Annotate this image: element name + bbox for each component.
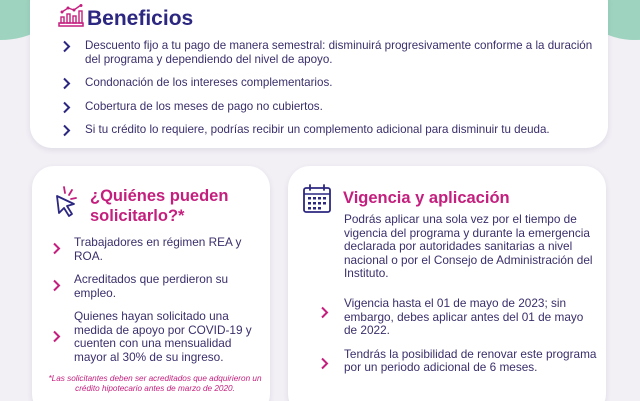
benefits-title: Beneficios — [87, 7, 194, 30]
benefits-list — [60, 39, 605, 147]
list-item — [60, 76, 605, 90]
chevron-right-icon — [320, 357, 329, 370]
chevron-right-icon — [62, 101, 71, 114]
validity-paragraph: Podrás aplicar una sola vez por el tiempo de vigencia del programa y durante la emergencia declarada por autoridades sanitarias a nivel nacional o por el Consejo de Administración del Instituto. — [344, 212, 593, 280]
list-item — [318, 348, 598, 375]
list-item — [60, 39, 605, 66]
list-item-text: Acreditados que perdieron su empleo. — [74, 272, 229, 300]
list-item-text: Quienes hayan solicitado una medida de apoyo por COVID-19 y cuenten con una mensualidad mayor al 30% de su ingreso. — [74, 309, 252, 364]
chevron-right-icon — [62, 40, 71, 53]
list-item — [52, 236, 262, 263]
eligibility-footnote: *Las solicitantes deben ser acreditados que adquirieron un crédito hipotecario antes de marzo de 2020. — [48, 374, 262, 393]
chevron-right-icon — [52, 242, 61, 255]
validity-list — [318, 297, 598, 385]
chevron-right-icon — [52, 279, 61, 292]
list-item-text: Trabajadores en régimen REA y ROA. — [74, 235, 242, 263]
list-item — [52, 273, 262, 300]
chevron-right-icon — [62, 77, 71, 90]
validity-title: Vigencia y aplicación — [343, 189, 510, 207]
list-item-text: Descuento fijo a tu pago de manera semestral: disminuirá progresivamente conforme a la duración del programa y dependiendo del nivel de apoyo. — [85, 39, 593, 66]
growth-chart-icon — [58, 4, 84, 28]
list-item — [318, 297, 598, 338]
chevron-right-icon — [52, 330, 61, 343]
list-item-text: Cobertura de los meses de pago no cubiertos. — [85, 99, 323, 113]
list-item — [60, 100, 605, 114]
list-item-text: Vigencia hasta el 01 de mayo de 2023; sin embargo, debes aplicar antes del 01 de mayo de 2022. — [344, 296, 584, 337]
chevron-right-icon — [62, 124, 71, 137]
eligibility-list — [52, 236, 262, 374]
list-item — [60, 123, 605, 137]
calendar-icon — [302, 184, 332, 214]
list-item-text: Si tu crédito lo requiere, podrías recibir un complemento adicional para disminuir tu deuda. — [85, 123, 550, 136]
cursor-click-icon — [48, 184, 82, 218]
list-item-text: Condonación de los intereses complementarios. — [85, 76, 333, 89]
eligibility-title: ¿Quiénes pueden solicitarlo?* — [90, 187, 229, 225]
list-item — [52, 310, 262, 364]
chevron-right-icon — [320, 306, 329, 319]
list-item-text: Tendrás la posibilidad de renovar este programa por un periodo adicional de 6 meses. — [344, 346, 597, 374]
